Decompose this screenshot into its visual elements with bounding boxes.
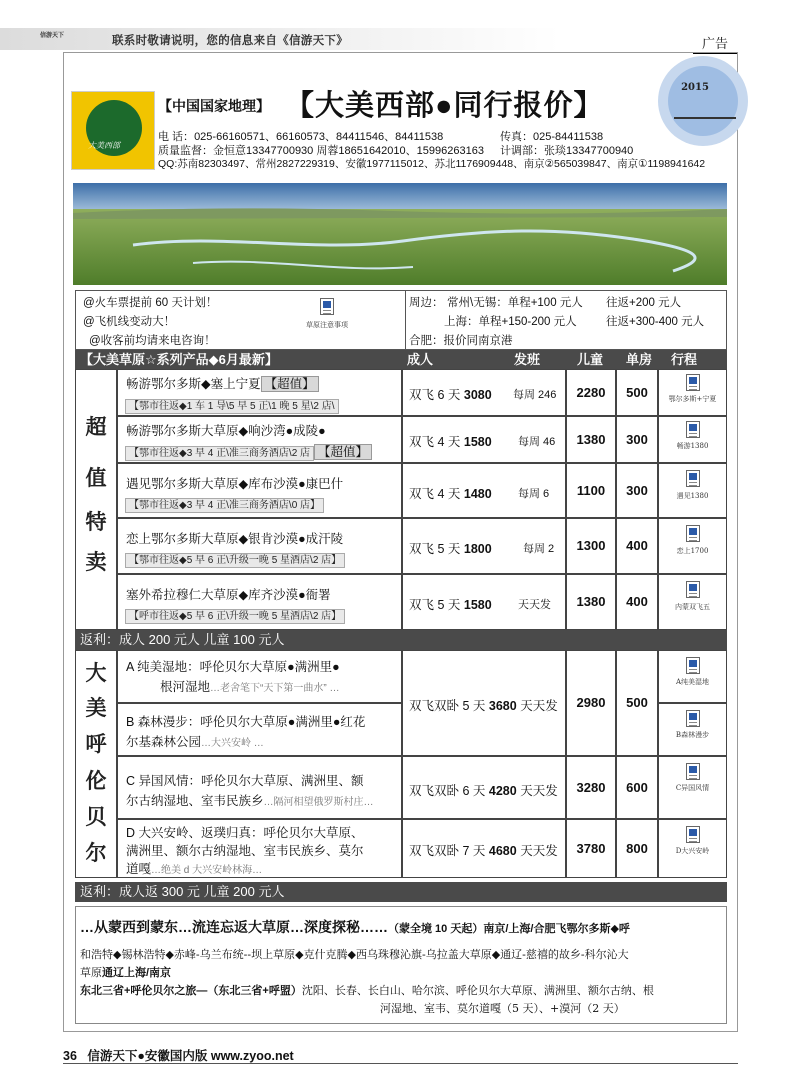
price-cell — [402, 756, 566, 819]
side-char: 值 — [85, 465, 107, 490]
row-sub-wrap — [125, 606, 345, 624]
hefei-price: 合肥：报价同南京港 — [409, 335, 513, 347]
doc-caption[interactable]: B森林漫步 — [675, 731, 710, 739]
header-product: 【大美草原☆系列产品◆6月最新】 — [80, 352, 278, 367]
phone-label: 电 话： — [158, 131, 195, 143]
price-cell — [402, 574, 566, 630]
price-cell — [402, 819, 566, 878]
row-extra: …老舍笔下“天下第一曲水” … — [210, 683, 340, 694]
word-doc-icon[interactable] — [686, 525, 700, 542]
row-title-cont — [126, 859, 262, 877]
header-itinerary: 行程 — [671, 352, 698, 367]
doc-caption[interactable]: A纯美湿地 — [675, 678, 710, 686]
grassland-photo — [73, 183, 727, 285]
header-child: 儿童 — [577, 352, 604, 367]
price-cell — [402, 650, 566, 756]
ad-label: 广告 — [693, 33, 737, 54]
header-single: 单房 — [626, 352, 653, 367]
side-char: 美 — [85, 695, 107, 720]
table-row[interactable] — [117, 574, 402, 630]
adult-price: 3680 — [488, 699, 517, 713]
flight-days: 双飞双卧 5 天 — [409, 699, 486, 713]
header-departure: 发班 — [514, 352, 541, 367]
itinerary-cell[interactable] — [658, 369, 727, 416]
zhoubian-label: 周边： — [409, 297, 444, 309]
schedule: 天天发 — [520, 784, 558, 798]
word-doc-icon[interactable] — [686, 470, 700, 487]
row-subtitle: 【鄂市往返◆3 早 4 正\准三商务酒店\0 店】 — [125, 498, 324, 513]
word-doc-icon[interactable] — [686, 374, 700, 391]
brand-prefix: 【中国国家地理】 — [158, 98, 270, 114]
schedule: 每周 2 — [523, 543, 555, 555]
child-price: 1100 — [566, 463, 616, 518]
doc-caption[interactable]: D大兴安岭 — [675, 847, 710, 855]
word-doc-icon[interactable] — [320, 298, 334, 315]
super-value-badge: 【超值】 — [314, 444, 372, 460]
price-cell — [402, 369, 566, 416]
adult-price: 4680 — [488, 844, 517, 858]
word-doc-icon[interactable] — [686, 581, 700, 598]
top-banner — [0, 0, 800, 57]
single-price: 300 — [616, 463, 658, 518]
row-title: B 森林漫步：呼伦贝尔大草原●满洲里●红花 — [126, 715, 366, 729]
child-price: 3280 — [566, 756, 616, 819]
adult-price: 1580 — [463, 435, 492, 449]
adult-price: 1580 — [463, 598, 492, 612]
flight-days: 双飞 6 天 — [409, 388, 461, 402]
schedule: 天天发 — [520, 844, 558, 858]
doc-caption[interactable]: 遇见1380 — [676, 492, 709, 500]
word-doc-icon[interactable] — [686, 421, 700, 438]
price-cell — [402, 463, 566, 518]
shanghai-price: 上海：单程+150-200 元人 — [444, 316, 577, 328]
qq-contacts: QQ:苏南82303497、常州2827229319、安徽1977115012、苏北1176909448、南京②565039847、南京①1198941642 — [158, 158, 706, 170]
schedule: 每周 46 — [518, 436, 556, 448]
row-title-cont — [126, 791, 374, 809]
fax: 传真：025-84411538 — [500, 131, 604, 143]
row-sub-wrap — [125, 442, 372, 461]
bottom-title: …从蒙西到蒙东…流连忘返大草原…深度探秘…… — [80, 919, 388, 935]
schedule: 每周 6 — [518, 488, 550, 500]
adult-price: 1480 — [463, 487, 492, 501]
child-price: 2980 — [566, 650, 616, 756]
footer — [63, 1046, 294, 1064]
bottom-line-3-wrap — [80, 982, 728, 1000]
row-title-b: 满洲里、额尔古纳湿地、室韦民族乡、莫尔 — [126, 844, 364, 858]
side-char: 伦 — [85, 768, 107, 793]
note-item: @收客前均请来电咨询！ — [89, 335, 216, 347]
row-extra: …绝美 d 大兴安岭林海… — [151, 865, 263, 876]
itinerary-cell[interactable] — [658, 463, 727, 518]
schedule: 天天发 — [520, 699, 558, 713]
bottom-line-2a: 草原 — [80, 966, 102, 979]
bottom-line-3a: 东北三省+呼伦贝尔之旅—（东北三省+呼盟） — [80, 985, 302, 997]
side-char: 卖 — [85, 549, 107, 574]
year-disc — [658, 56, 748, 146]
single-price: 300 — [616, 416, 658, 463]
doc-caption[interactable]: 恋上1700 — [676, 547, 709, 555]
adult-price: 4280 — [488, 784, 517, 798]
row-sub-wrap — [125, 396, 339, 414]
price-line — [409, 696, 558, 714]
single-price: 500 — [616, 650, 658, 756]
itinerary-cell[interactable] — [658, 518, 727, 574]
word-doc-icon[interactable] — [686, 826, 700, 843]
price-line — [409, 841, 558, 859]
divider — [63, 1063, 738, 1064]
company-logo — [71, 91, 155, 170]
adult-price: 3080 — [463, 388, 492, 402]
row-extra: …隔河相望俄罗斯村庄… — [263, 797, 374, 808]
flight-days: 双飞 5 天 — [409, 598, 461, 612]
side-char: 超 — [85, 414, 107, 439]
doc-caption[interactable]: C异国风情 — [675, 784, 710, 792]
price-cell — [402, 416, 566, 463]
flight-days: 双飞 5 天 — [409, 542, 461, 556]
itinerary-cell[interactable] — [658, 650, 727, 703]
publisher-logo: 信游天下 — [40, 33, 65, 39]
bottom-line-2-wrap — [80, 964, 728, 982]
bottom-title-b: （蒙全境 10 天起）南京/上海/合肥飞鄂尔多斯◆呼 — [388, 923, 630, 935]
itinerary-cell[interactable] — [658, 416, 727, 463]
price-line — [409, 539, 492, 557]
word-doc-icon[interactable] — [686, 657, 700, 674]
table-row[interactable] — [117, 369, 402, 416]
header-adult: 成人 — [407, 352, 434, 367]
page-title: 【大美西部●同行报价】 — [285, 90, 604, 122]
price-line — [409, 595, 492, 613]
child-price: 3780 — [566, 819, 616, 878]
row-title-c: 道嘎 — [126, 862, 152, 876]
row-title: D 大兴安岭、返璞归真：呼伦贝尔大草原、 — [126, 826, 364, 840]
single-price: 500 — [616, 369, 658, 416]
side-char: 大 — [85, 660, 107, 685]
table-row[interactable] — [117, 819, 402, 878]
single-price: 400 — [616, 518, 658, 574]
notice-text: 联系时敬请说明，您的信息来自《信游天下》 — [112, 35, 348, 47]
notice-strip — [0, 28, 560, 50]
table-row[interactable] — [117, 416, 402, 463]
itinerary-cell[interactable] — [658, 574, 727, 630]
doc-caption[interactable]: 草原注意事项 — [306, 321, 348, 329]
table-row[interactable] — [117, 650, 402, 703]
side-char: 呼 — [85, 731, 107, 756]
row-title: 畅游鄂尔多斯◆塞上宁夏 — [126, 377, 261, 391]
page-number: 36 — [63, 1049, 77, 1063]
doc-caption[interactable]: 鄂尔多斯+宁夏 — [668, 395, 717, 403]
row-subtitle: 【鄂市往返◆1 车 1 导\5 早 5 正\1 晚 5 星\2 店\ — [125, 399, 339, 414]
price-line — [409, 484, 492, 502]
doc-caption[interactable]: 畅游1380 — [676, 442, 709, 450]
row-extra: …大兴安岭 … — [201, 738, 264, 749]
row-title-b: 根河湿地 — [160, 680, 211, 694]
single-price: 800 — [616, 819, 658, 878]
year-label: 2015 — [681, 82, 709, 93]
child-price: 1300 — [566, 518, 616, 574]
row-title: A 纯美湿地：呼伦贝尔大草原●满洲里● — [126, 660, 340, 674]
child-price: 1380 — [566, 574, 616, 630]
rebate-bar: 返利：成人 200 元人 儿童 100 元人 — [75, 630, 727, 650]
bottom-line-1: 和浩特◆锡林浩特◆赤峰-乌兰布统--坝上草原◆克什克腾◆西乌珠穆沁旗-乌拉盖大草原◆通辽-慈禧的故乡-科尔沁大 — [80, 948, 629, 961]
bottom-line-2b: 通辽上海/南京 — [102, 967, 172, 979]
note-item: @飞机线变动大！ — [83, 316, 176, 328]
flight-days: 双飞 4 天 — [409, 487, 461, 501]
itinerary-cell[interactable] — [658, 819, 727, 878]
row-title: C 异国风情：呼伦贝尔大草原、满洲里、额 — [126, 774, 364, 788]
bottom-title-wrap — [80, 917, 630, 937]
price-line — [409, 781, 558, 799]
footer-text: 信游天下●安徽国内版 www.zyoo.net — [87, 1049, 294, 1063]
row-title-cont — [126, 732, 264, 750]
rebate-bar: 返利：成人返 300 元 儿童 200 元人 — [75, 882, 727, 902]
row-sub-wrap — [125, 495, 324, 513]
phone-numbers: 025-66160571、66160573、84411546、84411538 — [194, 131, 444, 143]
table-row[interactable] — [117, 463, 402, 518]
child-price: 2280 — [566, 369, 616, 416]
price-line — [409, 432, 492, 450]
flight-days: 双飞 4 天 — [409, 435, 461, 449]
flight-days: 双飞双卧 7 天 — [409, 844, 486, 858]
planner: 计调部：张琰13347700940 — [500, 145, 634, 157]
divider — [674, 117, 736, 119]
row-title: 恋上鄂尔多斯大草原◆银肯沙漠●成汗陵 — [126, 532, 344, 546]
row-title-b: 尔基森林公园 — [126, 735, 202, 749]
row-title-cont — [160, 677, 339, 695]
itinerary-cell[interactable] — [658, 756, 727, 819]
row-title: 畅游鄂尔多斯大草原◆响沙湾●成陵● — [126, 424, 326, 438]
table-row[interactable] — [117, 518, 402, 574]
price-line — [409, 385, 492, 403]
child-price: 1380 — [566, 416, 616, 463]
row-title-line — [126, 374, 319, 392]
table-row[interactable] — [117, 756, 402, 819]
doc-caption[interactable]: 内蒙双飞五 — [675, 603, 710, 611]
word-doc-icon[interactable] — [686, 763, 700, 780]
side-char: 贝 — [85, 804, 107, 829]
shanghai-roundtrip: 往返+300-400 元人 — [606, 316, 705, 328]
adult-price: 1800 — [463, 542, 492, 556]
single-price: 600 — [616, 756, 658, 819]
note-item: @火车票提前 60 天计划！ — [83, 297, 218, 309]
bottom-description — [80, 946, 728, 1018]
row-sub-wrap — [125, 550, 345, 568]
flight-days: 双飞双卧 6 天 — [409, 784, 486, 798]
super-value-badge: 【超值】 — [261, 376, 319, 392]
side-char: 尔 — [85, 840, 107, 865]
table-row[interactable] — [117, 703, 402, 756]
word-doc-icon[interactable] — [686, 710, 700, 727]
price-cell — [402, 518, 566, 574]
itinerary-cell[interactable] — [658, 703, 727, 756]
side-char: 特 — [85, 509, 107, 534]
row-subtitle: 【呼市往返◆5 早 6 正\升级一晚 5 星酒店\2 店】 — [125, 609, 345, 624]
row-subtitle: 【鄂市往返◆3 早 4 正\准三商务酒店\2 店 — [125, 446, 314, 461]
single-price: 400 — [616, 574, 658, 630]
logo-text: 大美西部 — [88, 141, 120, 150]
row-title: 塞外希拉穆仁大草原◆库齐沙漠●衙署 — [126, 588, 331, 602]
schedule: 天天发 — [518, 599, 551, 611]
section1-side — [75, 369, 117, 630]
row-title-b: 尔古纳湿地、室韦民族乡 — [126, 794, 264, 808]
schedule: 每周 246 — [513, 389, 557, 401]
supervision: 质量监督：金恒意13347700930 周蓉18651642010、15996263163 — [158, 145, 484, 157]
zhoubian-roundtrip: 往返+200 元人 — [606, 297, 682, 309]
row-subtitle: 【鄂市往返◆5 早 6 正\升级一晚 5 星酒店\2 店】 — [125, 553, 345, 568]
bottom-line-3b: 沈阳、长春、长白山、哈尔滨、呼伦贝尔大草原、满洲里、额尔古纳、根 — [301, 984, 654, 997]
row-title: 遇见鄂尔多斯大草原◆库布沙漠●康巴什 — [126, 477, 344, 491]
zhoubian-price: 常州\无锡：单程+100 元人 — [447, 297, 583, 309]
bottom-line-4: 河湿地、室韦、莫尔道嘎（5 天）、+漠河（2 天） — [380, 1002, 625, 1015]
